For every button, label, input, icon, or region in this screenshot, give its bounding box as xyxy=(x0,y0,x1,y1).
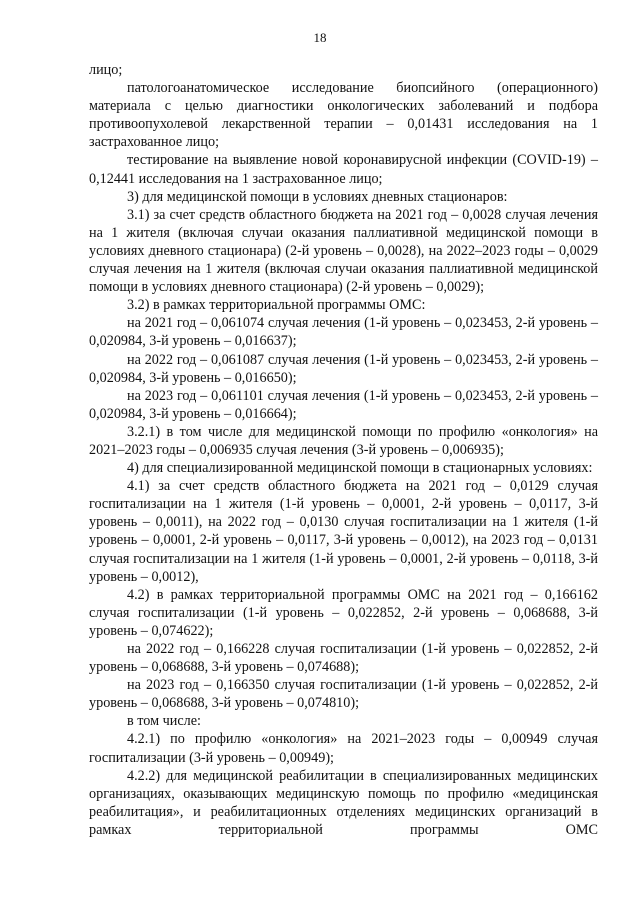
paragraph: лицо; xyxy=(89,62,123,78)
paragraph: 4) для специализированной медицинской помощи в стационарных условиях: xyxy=(127,460,593,477)
paragraph: 3.1) за счет средств областного бюджета на 2021 год – 0,0028 случая лечения на 1 жителя (включая случаи оказания паллиативной медицинской помощи в условиях дневного стационара) (2-й уровень – 0,0028), на 2022–2023 годы – 0,0029 случая лечения на 1 жителя (включая случаи оказания паллиативной медицинской помощи в условиях дневного стационара) (2-й уровень – 0,0029); xyxy=(89,206,598,296)
paragraph: на 2022 год – 0,166228 случая госпитализации (1-й уровень – 0,022852, 2-й уровень – 0,068688, 3-й уровень – 0,074688); xyxy=(89,641,598,676)
paragraph: на 2021 год – 0,061074 случая лечения (1-й уровень – 0,023453, 2-й уровень – 0,020984, 3-й уровень – 0,016637); xyxy=(89,315,598,350)
paragraph: 3.2) в рамках территориальной программы ОМС: xyxy=(127,297,426,314)
paragraph: на 2023 год – 0,061101 случая лечения (1-й уровень – 0,023453, 2-й уровень – 0,020984, 3-й уровень – 0,016664); xyxy=(89,387,598,422)
paragraph: 4.2) в рамках территориальной программы ОМС на 2021 год – 0,166162 случая госпитализации (1-й уровень – 0,022852, 2-й уровень – 0,068688, 3-й уровень – 0,074622); xyxy=(89,586,598,639)
paragraph: 4.2.2) для медицинской реабилитации в специализированных медицинских организациях, оказывающих медицинскую помощь по профилю «медицинская реабилитация», и реабилитационных отделениях медицинских организаций в рамках территориальной программы ОМС xyxy=(89,767,598,838)
paragraph: на 2023 год – 0,166350 случая госпитализации (1-й уровень – 0,022852, 2-й уровень – 0,068688, 3-й уровень – 0,074810); xyxy=(89,677,598,712)
paragraph: 4.1) за счет средств областного бюджета на 2021 год – 0,0129 случая госпитализации на 1 жителя (1-й уровень – 0,0001, 2-й уровень – 0,0117, 3-й уровень – 0,0011), на 2022 год – 0,0130 случая госпитализации на 1 жителя (1-й уровень – 0,0001, 2-й уровень – 0,0117, 3-й уровень – 0,0012), на 2023 год – 0,0131 случая госпитализации на 1 жителя (1-й уровень – 0,0001, 2-й уровень – 0,0118, 3-й уровень – 0,0012), xyxy=(89,478,598,585)
page-number: 18 xyxy=(313,30,327,45)
paragraph: 3.2.1) в том числе для медицинской помощи по профилю «онкология» на 2021–2023 годы – 0,006935 случая лечения (3-й уровень – 0,006935); xyxy=(89,423,598,458)
paragraph: в том числе: xyxy=(127,713,201,730)
document-body xyxy=(89,61,598,839)
paragraph: патологоанатомическое исследование биопсийного (операционного) материала с целью диагностики онкологических заболеваний и подбора противоопухолевой лекарственной терапии – 0,01431 исследования на 1 застрахованное лицо; xyxy=(89,80,598,151)
paragraph: тестирование на выявление новой коронавирусной инфекции (COVID-19) – 0,12441 исследования на 1 застрахованное лицо; xyxy=(89,152,598,187)
paragraph: 3) для медицинской помощи в условиях дневных стационаров: xyxy=(127,188,508,205)
paragraph: на 2022 год – 0,061087 случая лечения (1-й уровень – 0,023453, 2-й уровень – 0,020984, 3-й уровень – 0,016650); xyxy=(89,351,598,386)
paragraph: 4.2.1) по профилю «онкология» на 2021–2023 годы – 0,00949 случая госпитализации (3-й уровень – 0,00949); xyxy=(89,731,598,766)
